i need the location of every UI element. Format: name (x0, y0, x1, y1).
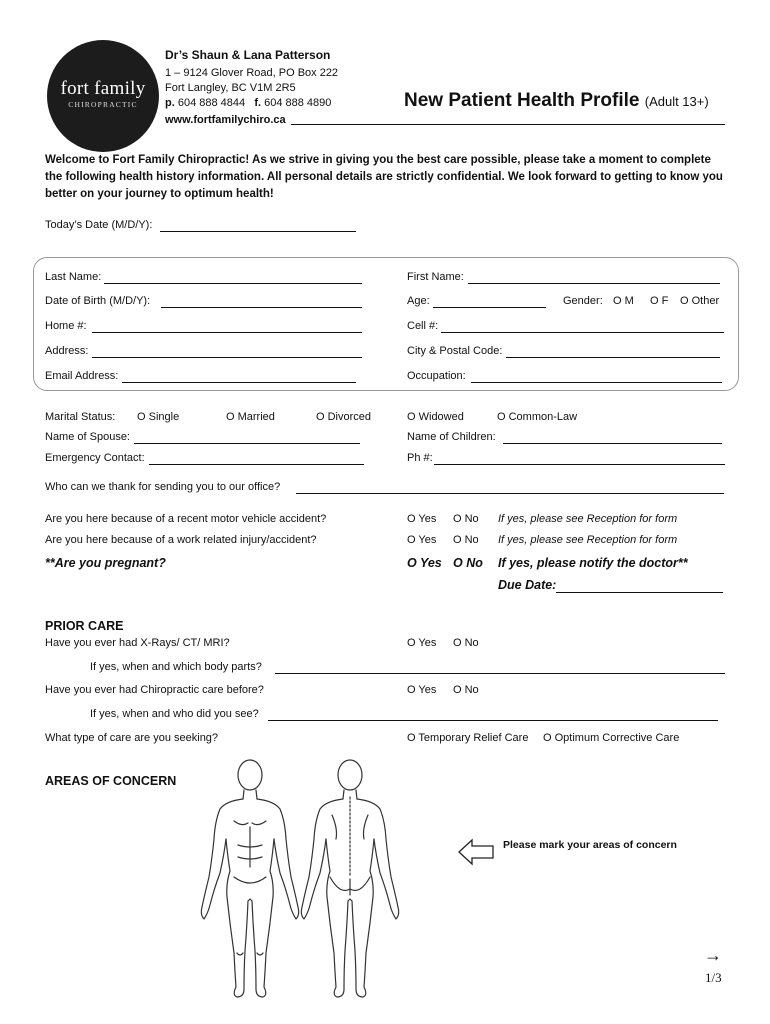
optimum-corrective-option[interactable]: O Optimum Corrective Care (543, 732, 680, 744)
header-rule (291, 124, 725, 125)
first-name-label: First Name: (407, 271, 464, 283)
occupation-field[interactable] (471, 382, 722, 383)
home-phone-field[interactable] (92, 332, 362, 333)
last-name-field[interactable] (104, 283, 362, 284)
work-reception-note: If yes, please see Reception for form (498, 534, 678, 546)
gender-m-option[interactable]: O M (613, 295, 634, 307)
motor-no-option[interactable]: O No (453, 513, 479, 525)
xray-followup-field[interactable] (275, 673, 725, 674)
gender-label: Gender: (563, 295, 603, 307)
city-postal-field[interactable] (506, 357, 720, 358)
children-field[interactable] (503, 443, 722, 444)
children-label: Name of Children: (407, 431, 496, 443)
title-suffix: (Adult 13+) (644, 94, 709, 109)
email-label: Email Address: (45, 370, 119, 382)
intro-paragraph: Welcome to Fort Family Chiropractic! As we strive in giving you the best care possible, please take a moment to complete the following health history information. All personal details are strictly confidential. We look forward to getting to know you better on your journey to optimum health! (45, 154, 723, 200)
work-no-option[interactable]: O No (453, 534, 479, 546)
pregnant-question: **Are you pregnant? (45, 556, 166, 570)
address-line-2: Fort Langley, BC V1M 2R5 (165, 82, 296, 94)
xray-yes-option[interactable]: O Yes (407, 637, 437, 649)
concern-instruction: Please mark your areas of concern (503, 839, 677, 851)
chiro-question: Have you ever had Chiropractic care before? (45, 684, 264, 696)
phone-number: 604 888 4844 (177, 97, 246, 109)
chiro-yes-option[interactable]: O Yes (407, 684, 437, 696)
website: www.fortfamilychiro.ca (165, 114, 286, 126)
prior-care-heading: PRIOR CARE (45, 619, 124, 633)
todays-date-field[interactable] (160, 231, 356, 232)
marital-common-law-option[interactable]: O Common-Law (497, 411, 578, 423)
chiro-followup-label: If yes, when and who did you see? (90, 708, 259, 720)
work-yes-option[interactable]: O Yes (407, 534, 437, 546)
emergency-contact-field[interactable] (149, 464, 364, 465)
contact-numbers (165, 95, 331, 111)
body-back-figure[interactable] (290, 755, 410, 1005)
occupation-label: Occupation: (407, 370, 466, 382)
emergency-contact-label: Emergency Contact: (45, 452, 145, 464)
phone-prefix: p. (165, 97, 175, 109)
last-name-label: Last Name: (45, 271, 102, 283)
pregnant-no-option[interactable]: O No (453, 556, 483, 570)
cell-phone-field[interactable] (441, 332, 724, 333)
todays-date-label: Today’s Date (M/D/Y): (45, 219, 153, 231)
page-number: 1/3 (705, 970, 722, 985)
address-line-1: 1 – 9124 Glover Road, PO Box 222 (165, 67, 339, 79)
xray-followup-label: If yes, when and which body parts? (90, 661, 262, 673)
gender-f-option[interactable]: O F (650, 295, 669, 307)
temporary-relief-option[interactable]: O Temporary Relief Care (407, 732, 529, 744)
form-title (404, 90, 709, 112)
motor-vehicle-question: Are you here because of a recent motor vehicle accident? (45, 513, 327, 525)
marital-widowed-option[interactable]: O Widowed (407, 411, 464, 423)
age-label: Age: (407, 295, 430, 307)
marital-single-option[interactable]: O Single (137, 411, 180, 423)
marital-married-option[interactable]: O Married (226, 411, 275, 423)
fax-number: 604 888 4890 (264, 97, 332, 109)
spouse-field[interactable] (134, 443, 360, 444)
dob-field[interactable] (161, 307, 362, 308)
referral-label: Who can we thank for sending you to our office? (45, 481, 281, 493)
motor-yes-option[interactable]: O Yes (407, 513, 437, 525)
cell-phone-label: Cell #: (407, 320, 439, 332)
email-field[interactable] (122, 382, 356, 383)
chiro-followup-field[interactable] (268, 720, 718, 721)
pregnant-note: If yes, please notify the doctor** (498, 556, 688, 570)
address-field[interactable] (92, 357, 362, 358)
next-page-arrow-icon[interactable]: → (704, 945, 722, 965)
spouse-label: Name of Spouse: (45, 431, 130, 443)
home-phone-label: Home #: (45, 320, 87, 332)
personal-info-box (33, 257, 739, 391)
city-postal-label: City & Postal Code: (407, 345, 503, 357)
dob-label: Date of Birth (M/D/Y): (45, 295, 151, 307)
emergency-phone-field[interactable] (434, 464, 725, 465)
motor-reception-note: If yes, please see Reception for form (498, 513, 678, 525)
logo-text: fort family (60, 78, 146, 99)
due-date-field[interactable] (556, 592, 723, 593)
work-injury-question: Are you here because of a work related injury/accident? (45, 534, 317, 546)
pregnant-yes-option[interactable]: O Yes (407, 556, 442, 570)
gender-other-option[interactable]: O Other (680, 295, 720, 307)
title-text: New Patient Health Profile (404, 90, 640, 111)
care-type-question: What type of care are you seeking? (45, 732, 219, 744)
doctors-name: Dr’s Shaun & Lana Patterson (165, 48, 331, 62)
clinic-logo (47, 40, 159, 152)
age-field[interactable] (433, 307, 546, 308)
xray-no-option[interactable]: O No (453, 637, 479, 649)
emergency-phone-label: Ph #: (407, 452, 433, 464)
fax-prefix: f. (254, 97, 262, 109)
logo-subtext: CHIROPRACTIC (68, 100, 138, 109)
marital-divorced-option[interactable]: O Divorced (316, 411, 372, 423)
address-label: Address: (45, 345, 89, 357)
left-arrow-icon (457, 838, 495, 866)
chiro-no-option[interactable]: O No (453, 684, 479, 696)
first-name-field[interactable] (468, 283, 720, 284)
due-date-label: Due Date: (498, 578, 557, 592)
xray-question: Have you ever had X-Rays/ CT/ MRI? (45, 637, 230, 649)
areas-of-concern-heading: AREAS OF CONCERN (45, 774, 177, 788)
marital-status-label: Marital Status: (45, 411, 116, 423)
referral-field[interactable] (296, 493, 724, 494)
